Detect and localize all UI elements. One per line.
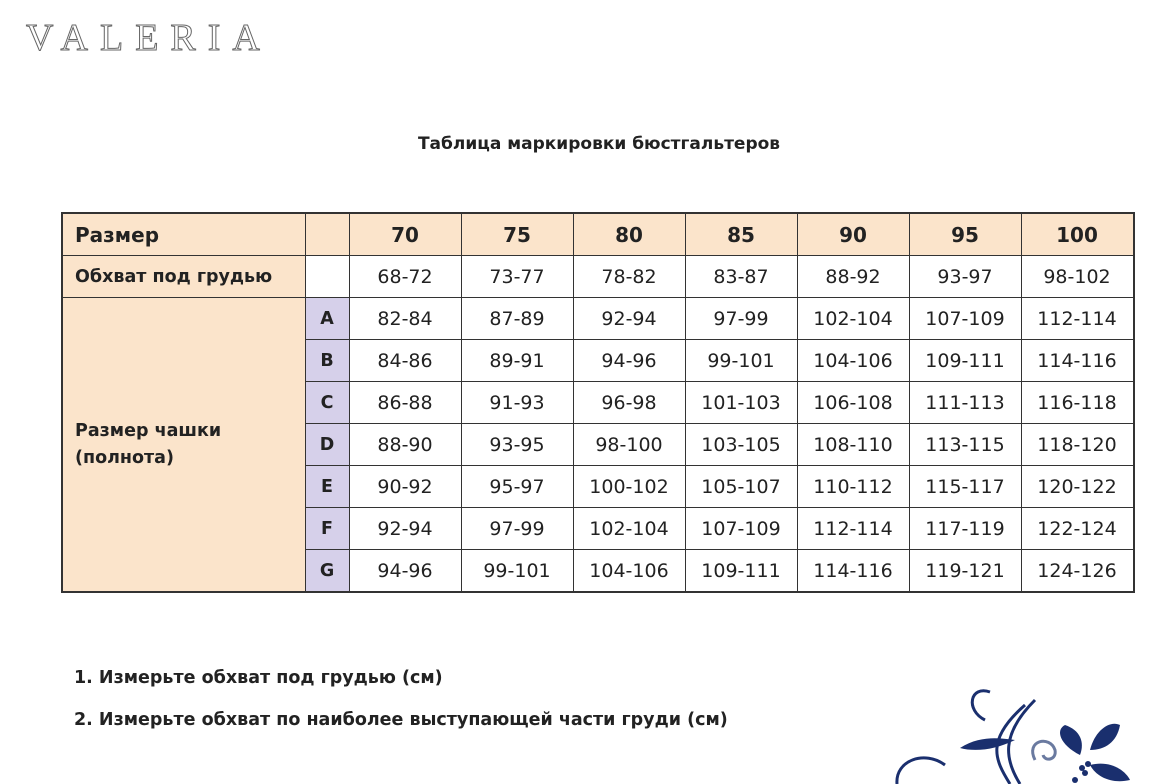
bust-cell: 114-116 bbox=[1021, 340, 1134, 382]
table-row bbox=[62, 298, 1134, 340]
bust-cell: 99-101 bbox=[461, 550, 573, 593]
underbust-label: Обхват под грудью bbox=[62, 256, 305, 298]
bust-cell: 107-109 bbox=[909, 298, 1021, 340]
underbust-cell: 93-97 bbox=[909, 256, 1021, 298]
cup-label-line-2: (полнота) bbox=[75, 447, 174, 468]
bust-cell: 102-104 bbox=[573, 508, 685, 550]
underbust-cell: 73-77 bbox=[461, 256, 573, 298]
bust-cell: 108-110 bbox=[797, 424, 909, 466]
bust-cell: 92-94 bbox=[573, 298, 685, 340]
cup-letter: B bbox=[305, 340, 349, 382]
bust-cell: 95-97 bbox=[461, 466, 573, 508]
bust-cell: 118-120 bbox=[1021, 424, 1134, 466]
bust-cell: 124-126 bbox=[1021, 550, 1134, 593]
bust-cell: 104-106 bbox=[797, 340, 909, 382]
size-header: 100 bbox=[1021, 213, 1134, 256]
page-title: Таблица маркировки бюстгальтеров bbox=[417, 134, 781, 154]
cup-label-line-1: Размер чашки bbox=[75, 421, 222, 442]
bust-cell: 122-124 bbox=[1021, 508, 1134, 550]
cup-letter: E bbox=[305, 466, 349, 508]
bust-cell: 101-103 bbox=[685, 382, 797, 424]
bust-cell: 97-99 bbox=[461, 508, 573, 550]
size-header: 85 bbox=[685, 213, 797, 256]
bust-cell: 92-94 bbox=[349, 508, 461, 550]
underbust-cell: 83-87 bbox=[685, 256, 797, 298]
size-header: 80 bbox=[573, 213, 685, 256]
bust-cell: 109-111 bbox=[909, 340, 1021, 382]
cup-letter: D bbox=[305, 424, 349, 466]
bust-cell: 86-88 bbox=[349, 382, 461, 424]
bust-cell: 120-122 bbox=[1021, 466, 1134, 508]
bust-cell: 112-114 bbox=[1021, 298, 1134, 340]
bust-cell: 115-117 bbox=[909, 466, 1021, 508]
underbust-cell: 68-72 bbox=[349, 256, 461, 298]
bust-cell: 116-118 bbox=[1021, 382, 1134, 424]
underbust-cell: 78-82 bbox=[573, 256, 685, 298]
bust-cell: 96-98 bbox=[573, 382, 685, 424]
bust-cell: 107-109 bbox=[685, 508, 797, 550]
bust-cell: 93-95 bbox=[461, 424, 573, 466]
bust-cell: 100-102 bbox=[573, 466, 685, 508]
blank-cell bbox=[305, 256, 349, 298]
bust-cell: 94-96 bbox=[349, 550, 461, 593]
bust-cell: 114-116 bbox=[797, 550, 909, 593]
bust-cell: 91-93 bbox=[461, 382, 573, 424]
bust-cell: 98-100 bbox=[573, 424, 685, 466]
bust-cell: 111-113 bbox=[909, 382, 1021, 424]
bust-cell: 97-99 bbox=[685, 298, 797, 340]
cup-letter: G bbox=[305, 550, 349, 593]
bust-cell: 112-114 bbox=[797, 508, 909, 550]
bust-cell: 109-111 bbox=[685, 550, 797, 593]
size-header: 70 bbox=[349, 213, 461, 256]
bust-cell: 117-119 bbox=[909, 508, 1021, 550]
blank-cell bbox=[305, 213, 349, 256]
header-row bbox=[62, 213, 1134, 256]
cup-letter: A bbox=[305, 298, 349, 340]
bust-cell: 90-92 bbox=[349, 466, 461, 508]
bust-cell: 84-86 bbox=[349, 340, 461, 382]
bust-cell: 103-105 bbox=[685, 424, 797, 466]
bust-cell: 89-91 bbox=[461, 340, 573, 382]
instruction-2: 2. Измерьте обхват по наиболее выступающей части груди (см) bbox=[74, 710, 728, 730]
floral-ornament-icon bbox=[885, 680, 1173, 784]
underbust-cell: 88-92 bbox=[797, 256, 909, 298]
bust-cell: 110-112 bbox=[797, 466, 909, 508]
cup-letter: C bbox=[305, 382, 349, 424]
bust-cell: 88-90 bbox=[349, 424, 461, 466]
bust-cell: 87-89 bbox=[461, 298, 573, 340]
cup-letter: F bbox=[305, 508, 349, 550]
underbust-row bbox=[62, 256, 1134, 298]
bust-cell: 104-106 bbox=[573, 550, 685, 593]
size-table bbox=[61, 212, 1135, 593]
bust-cell: 105-107 bbox=[685, 466, 797, 508]
size-header: 95 bbox=[909, 213, 1021, 256]
cup-size-label bbox=[62, 298, 305, 593]
size-header: 75 bbox=[461, 213, 573, 256]
underbust-cell: 98-102 bbox=[1021, 256, 1134, 298]
bust-cell: 82-84 bbox=[349, 298, 461, 340]
bust-cell: 106-108 bbox=[797, 382, 909, 424]
bust-cell: 94-96 bbox=[573, 340, 685, 382]
size-header: 90 bbox=[797, 213, 909, 256]
bust-cell: 119-121 bbox=[909, 550, 1021, 593]
bust-cell: 99-101 bbox=[685, 340, 797, 382]
instruction-1: 1. Измерьте обхват под грудью (см) bbox=[74, 668, 443, 688]
bust-cell: 102-104 bbox=[797, 298, 909, 340]
brand-logo: VALERIA bbox=[26, 17, 272, 59]
bust-cell: 113-115 bbox=[909, 424, 1021, 466]
size-label: Размер bbox=[62, 213, 305, 256]
